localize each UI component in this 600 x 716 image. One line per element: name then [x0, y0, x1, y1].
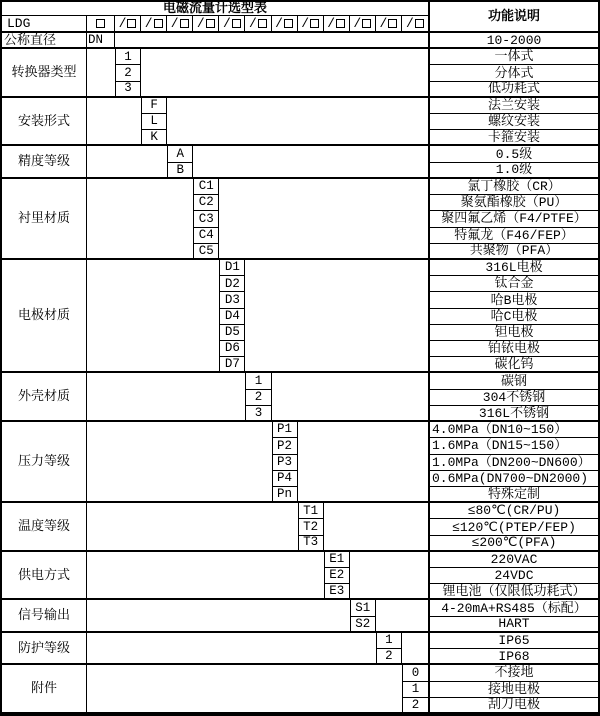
slash-glyph: /	[144, 16, 153, 31]
group-label-4: 衬里材质	[2, 179, 87, 260]
group-label-10: 信号输出	[2, 600, 87, 632]
option-desc: 特氟龙（F46/FEP）	[428, 228, 598, 244]
option-code: C2	[193, 195, 219, 211]
code-slot-cell	[115, 16, 141, 33]
code-box-icon	[258, 19, 267, 28]
code-box-icon	[154, 19, 163, 28]
option-code: D3	[219, 292, 245, 308]
group-label-7: 压力等级	[2, 422, 87, 503]
slash-glyph: /	[196, 16, 205, 31]
option-desc: 聚四氟乙烯（F4/PTFE）	[428, 211, 598, 227]
code-box-icon	[388, 19, 397, 28]
left-filler	[87, 179, 193, 260]
left-filler	[87, 600, 350, 632]
option-code: T3	[298, 536, 324, 552]
option-desc: 铂铱电极	[428, 341, 598, 357]
group-label-3: 精度等级	[2, 146, 87, 178]
option-desc: IP68	[428, 649, 598, 665]
group-label-12: 附件	[2, 665, 87, 714]
code-box-icon	[362, 19, 371, 28]
code-slot-cell	[298, 16, 324, 33]
option-desc: 24VDC	[428, 568, 598, 584]
option-desc: 1.0级	[428, 163, 598, 179]
option-code: C3	[193, 211, 219, 227]
model-code-label: LDG	[2, 16, 87, 33]
option-code: C4	[193, 228, 219, 244]
option-code: C1	[193, 179, 219, 195]
code-box-icon	[336, 19, 345, 28]
option-code: B	[167, 163, 193, 179]
option-code: 1	[115, 49, 141, 65]
right-filler	[219, 179, 428, 260]
left-filler	[87, 422, 272, 503]
group-label-11: 防护等级	[2, 633, 87, 665]
right-filler	[350, 552, 428, 601]
option-code: T1	[298, 503, 324, 519]
option-code: 2	[376, 649, 402, 665]
option-desc: 哈C电极	[428, 309, 598, 325]
code-box-icon	[415, 19, 424, 28]
option-code: D4	[219, 309, 245, 325]
group-label-0: 公称直径	[2, 33, 87, 49]
code-box-icon	[284, 19, 293, 28]
option-code: S2	[350, 617, 376, 633]
code-slot-cell	[402, 16, 428, 33]
code-slot-cell	[219, 16, 245, 33]
code-box-icon	[127, 19, 136, 28]
option-desc: 316L电极	[428, 260, 598, 276]
option-code: DN	[87, 33, 115, 49]
left-filler	[87, 373, 245, 422]
option-desc: 特殊定制	[428, 487, 598, 503]
code-slot-cell	[350, 16, 376, 33]
left-filler	[87, 552, 324, 601]
slash-glyph: /	[301, 16, 310, 31]
left-filler	[87, 503, 298, 552]
right-filler	[298, 422, 428, 503]
option-desc: 低功耗式	[428, 82, 598, 98]
code-slot-cell	[245, 16, 271, 33]
option-desc: 氯丁橡胶（CR）	[428, 179, 598, 195]
right-filler	[167, 98, 428, 147]
code-slot-cell	[167, 16, 193, 33]
code-box-icon	[232, 19, 241, 28]
option-code: P4	[272, 471, 298, 487]
model-code-box-cell	[87, 16, 115, 33]
slash-glyph: /	[327, 16, 336, 31]
slash-glyph: /	[249, 16, 257, 31]
right-filler	[115, 33, 428, 49]
right-filler	[272, 373, 429, 422]
option-desc: ≤200℃(PFA)	[428, 536, 598, 552]
option-code: 1	[245, 373, 271, 389]
slash-glyph: /	[379, 16, 388, 31]
option-desc: 1.0MPa（DN200~DN600）	[428, 455, 598, 471]
option-desc: 10-2000	[428, 33, 598, 49]
group-label-8: 温度等级	[2, 503, 87, 552]
code-box-icon	[206, 19, 215, 28]
option-desc: 哈B电极	[428, 292, 598, 308]
option-code: S1	[350, 600, 376, 616]
option-desc: 不接地	[428, 665, 598, 681]
slash-glyph: /	[222, 16, 231, 31]
slash-glyph: /	[170, 16, 179, 31]
option-desc: 螺纹安装	[428, 114, 598, 130]
group-label-5: 电极材质	[2, 260, 87, 374]
option-desc: 刮刀电极	[428, 698, 598, 714]
code-slot-cell	[376, 16, 402, 33]
option-code: P2	[272, 438, 298, 454]
option-desc: 接地电极	[428, 682, 598, 698]
slash-glyph: /	[406, 16, 414, 31]
code-slot-cell	[272, 16, 298, 33]
function-column-header: 功能说明	[428, 2, 598, 33]
option-desc: ≤120℃(PTEP/FEP)	[428, 519, 598, 535]
option-code: A	[167, 146, 193, 162]
option-code: 1	[402, 682, 428, 698]
option-code: D5	[219, 325, 245, 341]
right-filler	[245, 260, 428, 374]
group-label-6: 外壳材质	[2, 373, 87, 422]
option-code: D7	[219, 357, 245, 373]
option-desc: 锂电池（仅限低功耗式）	[428, 584, 598, 600]
option-code: D6	[219, 341, 245, 357]
left-filler	[87, 260, 219, 374]
option-code: 3	[115, 82, 141, 98]
option-code: 2	[402, 698, 428, 714]
option-code: Pn	[272, 487, 298, 503]
option-code: L	[141, 114, 167, 130]
option-desc: 碳钢	[428, 373, 598, 389]
group-label-9: 供电方式	[2, 552, 87, 601]
option-desc: 4.0MPa（DN10~150）	[428, 422, 598, 438]
option-code: E2	[324, 568, 350, 584]
option-desc: 316L不锈钢	[428, 406, 598, 422]
right-filler	[193, 146, 428, 178]
option-code: 1	[376, 633, 402, 649]
left-filler	[87, 98, 141, 147]
group-label-1: 转换器类型	[2, 49, 87, 98]
right-filler	[141, 49, 428, 98]
code-box-icon	[96, 19, 105, 28]
option-code: 2	[115, 65, 141, 81]
slash-glyph: /	[275, 16, 283, 31]
code-box-icon	[310, 19, 319, 28]
option-desc: 一体式	[428, 49, 598, 65]
table-title: 电磁流量计选型表	[2, 2, 428, 16]
right-filler	[402, 633, 428, 665]
option-code: P3	[272, 455, 298, 471]
option-desc: 分体式	[428, 65, 598, 81]
option-code: D2	[219, 276, 245, 292]
option-code: F	[141, 98, 167, 114]
slash-glyph: /	[353, 16, 362, 31]
right-filler	[324, 503, 428, 552]
option-desc: 0.6MPa(DN700~DN2000)	[428, 471, 598, 487]
option-code: 0	[402, 665, 428, 681]
option-desc: 共聚物（PFA）	[428, 244, 598, 260]
option-code: E3	[324, 584, 350, 600]
option-code: C5	[193, 244, 219, 260]
code-slot-cell	[324, 16, 350, 33]
option-desc: ≤80℃(CR/PU)	[428, 503, 598, 519]
option-code: T2	[298, 519, 324, 535]
option-code: E1	[324, 552, 350, 568]
code-box-icon	[180, 19, 189, 28]
option-code: P1	[272, 422, 298, 438]
option-desc: IP65	[428, 633, 598, 649]
left-filler	[87, 146, 167, 178]
slash-glyph: /	[118, 16, 127, 31]
option-desc: HART	[428, 617, 598, 633]
option-desc: 4-20mA+RS485（标配）	[428, 600, 598, 616]
option-desc: 钛合金	[428, 276, 598, 292]
option-code: 3	[245, 406, 271, 422]
option-code: D1	[219, 260, 245, 276]
code-slot-cell	[141, 16, 167, 33]
option-desc: 法兰安装	[428, 98, 598, 114]
option-desc: 1.6MPa（DN15~150）	[428, 438, 598, 454]
option-code: 2	[245, 390, 271, 406]
option-desc: 220VAC	[428, 552, 598, 568]
left-filler	[87, 633, 376, 665]
left-filler	[87, 49, 115, 98]
left-filler	[87, 665, 402, 714]
option-desc: 碳化钨	[428, 357, 598, 373]
option-code: K	[141, 130, 167, 146]
option-desc: 304不锈钢	[428, 390, 598, 406]
code-slot-cell	[193, 16, 219, 33]
option-desc: 卡箍安装	[428, 130, 598, 146]
option-desc: 0.5级	[428, 146, 598, 162]
group-label-2: 安装形式	[2, 98, 87, 147]
option-desc: 钽电极	[428, 325, 598, 341]
right-filler	[376, 600, 428, 632]
option-desc: 聚氨酯橡胶（PU）	[428, 195, 598, 211]
